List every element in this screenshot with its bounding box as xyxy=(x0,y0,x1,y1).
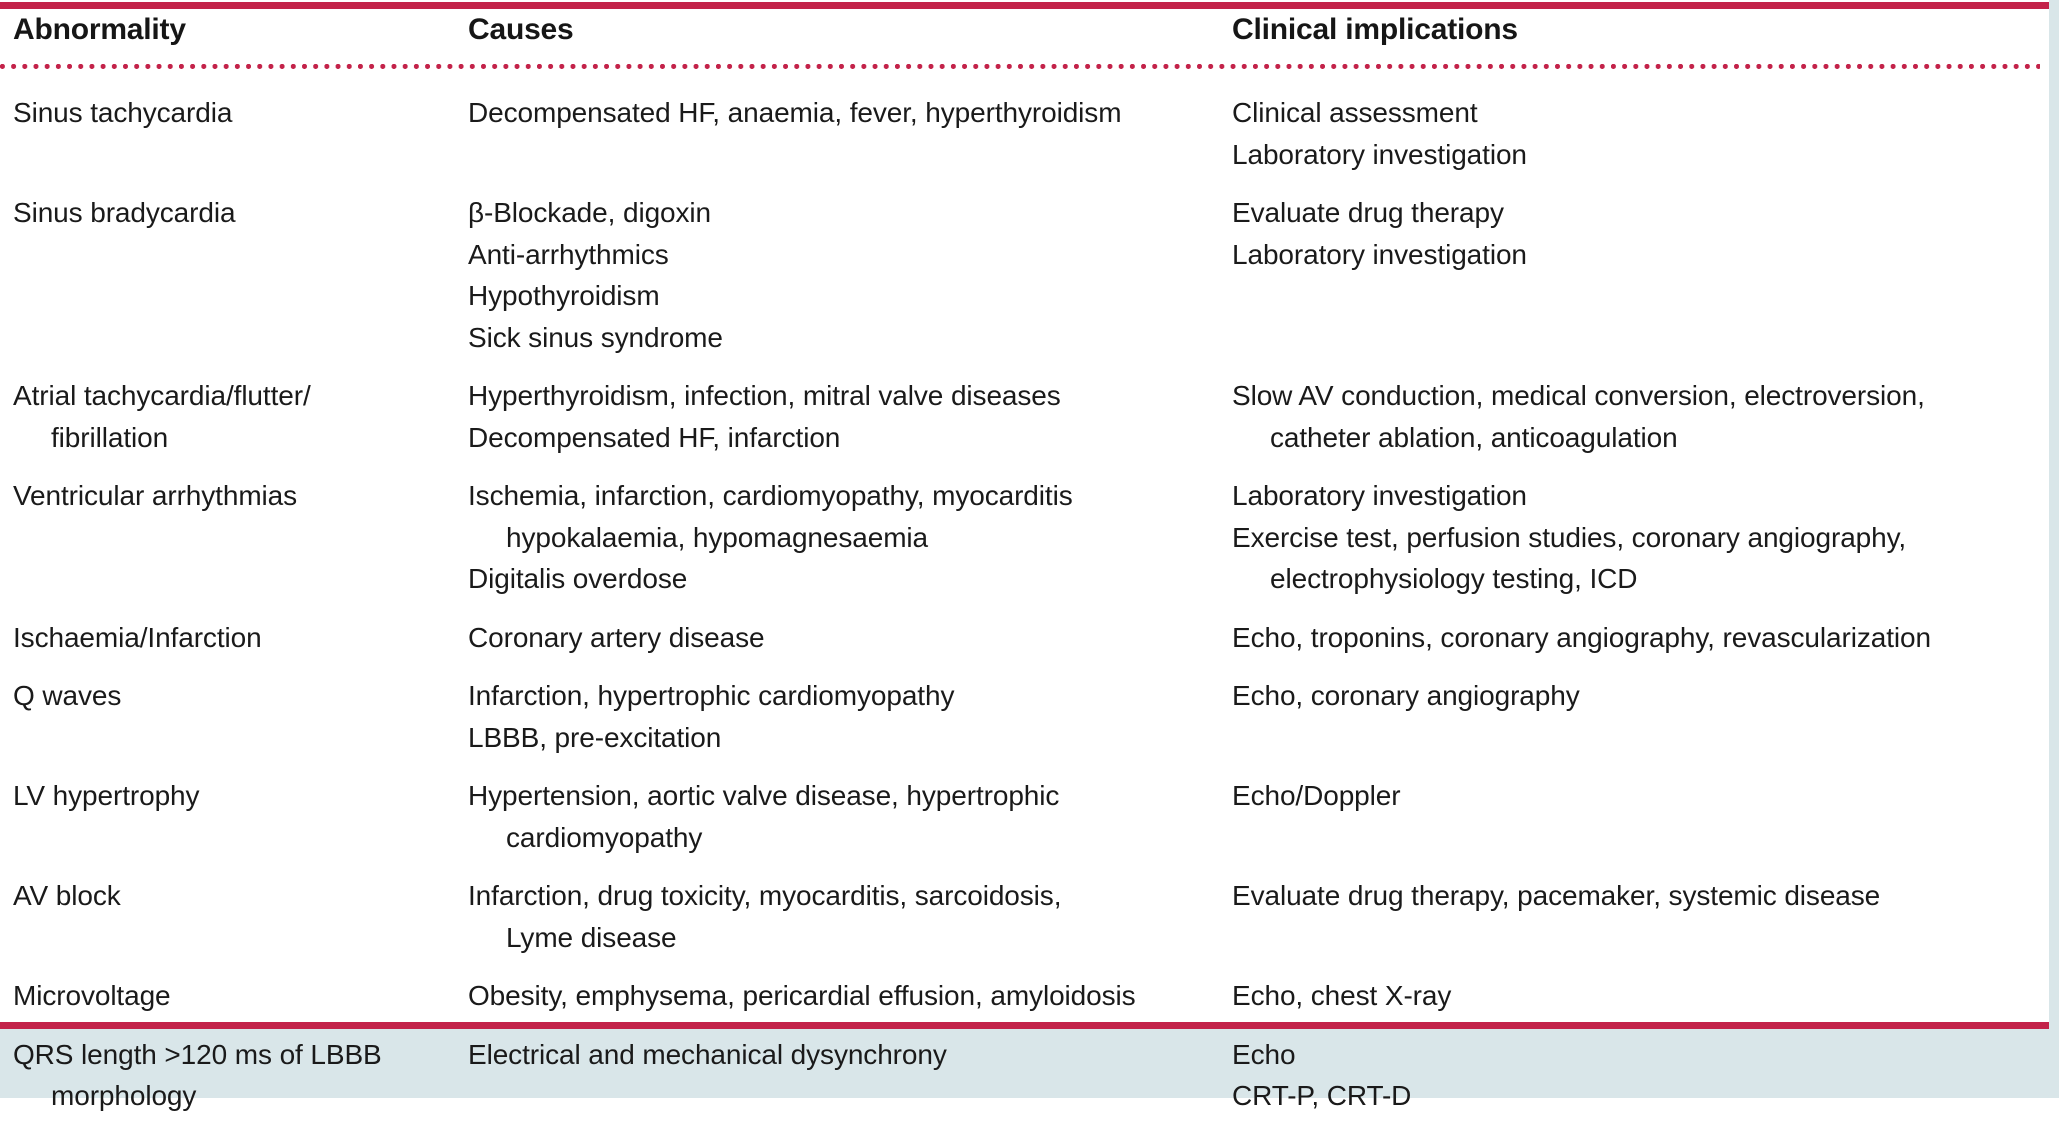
cell-text xyxy=(13,775,454,817)
cell-line: Echo, chest X-ray xyxy=(1232,980,1452,1011)
cell-abnormality xyxy=(0,975,468,1017)
cell-line: catheter ablation, anticoagulation xyxy=(1270,421,1678,453)
cell-text xyxy=(13,675,454,717)
table-row xyxy=(0,475,2049,600)
cell-text xyxy=(468,617,1218,659)
cell-implications xyxy=(1232,775,2049,817)
cell-line: Lyme disease xyxy=(506,921,677,953)
cell-line: Atrial tachycardia/flutter/ xyxy=(13,380,311,411)
cell-line: Infarction, drug toxicity, myocarditis, sarcoidosis, xyxy=(468,880,1062,911)
cell-line: β-Blockade, digoxin xyxy=(468,197,712,228)
cell-implications xyxy=(1232,475,2049,600)
cell-text xyxy=(468,92,1218,134)
table-row xyxy=(0,192,2049,358)
cell-text xyxy=(13,192,454,234)
cell-text xyxy=(13,875,454,917)
cell-abnormality xyxy=(0,192,468,234)
cell-text xyxy=(13,617,454,659)
cell-line: Echo, coronary angiography xyxy=(1232,680,1580,711)
cell-causes xyxy=(468,192,1232,358)
cell-implications xyxy=(1232,375,2049,458)
cell-causes xyxy=(468,475,1232,600)
cell-implications xyxy=(1232,875,2049,917)
cell-text xyxy=(13,1034,454,1117)
cell-abnormality xyxy=(0,617,468,659)
cell-causes xyxy=(468,617,1232,659)
column-header-abnormality: Abnormality xyxy=(13,13,186,46)
cell-line: Sinus bradycardia xyxy=(13,197,236,228)
cell-abnormality xyxy=(0,1034,468,1117)
cell-implications xyxy=(1232,92,2049,175)
table-row xyxy=(0,975,2049,1017)
cell-line: hypokalaemia, hypomagnesaemia xyxy=(506,521,929,553)
cell-implications xyxy=(1232,675,2049,717)
cell-text xyxy=(1232,1034,2035,1117)
cell-line: Echo xyxy=(1232,1038,1296,1070)
cell-causes xyxy=(468,875,1232,958)
cell-line: Echo/Doppler xyxy=(1232,780,1401,811)
cell-text xyxy=(1232,775,2035,817)
cell-line: Clinical assessment xyxy=(1232,97,1478,128)
cell-line: Ischaemia/Infarction xyxy=(13,621,262,653)
cell-line: Laboratory investigation xyxy=(1232,480,1527,511)
cell-line: Electrical and mechanical dysynchrony xyxy=(468,1038,947,1070)
table-top-rule xyxy=(0,2,2049,9)
cell-implications xyxy=(1232,1034,2049,1117)
cell-line: Slow AV conduction, medical conversion, electroversion, xyxy=(1232,380,1925,411)
cell-text xyxy=(1232,675,2035,717)
cell-line: Laboratory investigation xyxy=(1232,238,1527,270)
cell-causes xyxy=(468,375,1232,458)
cell-line: Evaluate drug therapy, pacemaker, systemic disease xyxy=(1232,880,1881,911)
cell-line: Exercise test, perfusion studies, coronary angiography, xyxy=(1232,521,1907,553)
cell-text xyxy=(1232,617,2035,659)
cell-text xyxy=(13,92,454,134)
cell-causes xyxy=(468,975,1232,1017)
table-row xyxy=(0,875,2049,958)
cell-implications xyxy=(1232,192,2049,275)
cell-causes xyxy=(468,1034,1232,1076)
cell-causes xyxy=(468,675,1232,758)
cell-line: AV block xyxy=(13,880,121,911)
table-header-row xyxy=(0,11,2049,49)
table-row xyxy=(0,375,2049,458)
cell-line: Laboratory investigation xyxy=(1232,138,1527,170)
cell-line: Sick sinus syndrome xyxy=(468,321,723,353)
cell-text xyxy=(13,475,454,517)
cell-line: Hypothyroidism xyxy=(468,280,660,311)
cell-text xyxy=(468,775,1218,858)
cell-abnormality xyxy=(0,475,468,517)
cell-implications xyxy=(1232,975,2049,1017)
table-row xyxy=(0,92,2049,175)
cell-text xyxy=(468,875,1218,958)
cell-causes xyxy=(468,92,1232,134)
table-row xyxy=(0,1034,2049,1117)
cell-line: QRS length >120 ms of LBBB xyxy=(13,1038,382,1070)
cell-line: Decompensated HF, infarction xyxy=(468,421,841,453)
cell-text xyxy=(1232,975,2035,1017)
cell-line: Evaluate drug therapy xyxy=(1232,197,1504,228)
cell-causes xyxy=(468,775,1232,858)
cell-line: electrophysiology testing, ICD xyxy=(1270,563,1638,594)
cell-text xyxy=(468,975,1218,1017)
cell-line: Hyperthyroidism, infection, mitral valve diseases xyxy=(468,380,1061,411)
cell-line: LV hypertrophy xyxy=(13,780,200,811)
cell-text xyxy=(1232,375,2035,458)
cell-line: Microvoltage xyxy=(13,980,171,1011)
cell-abnormality xyxy=(0,675,468,717)
cell-line: CRT-P, CRT-D xyxy=(1232,1080,1412,1111)
table-row xyxy=(0,675,2049,758)
cell-abnormality xyxy=(0,775,468,817)
cell-line: Coronary artery disease xyxy=(468,621,765,653)
column-header-causes: Causes xyxy=(468,13,574,46)
table-row xyxy=(0,617,2049,659)
cell-line: Digitalis overdose xyxy=(468,563,688,594)
cell-text xyxy=(1232,92,2035,175)
cell-implications xyxy=(1232,617,2049,659)
cell-line: Echo, troponins, coronary angiography, revascularization xyxy=(1232,621,1931,653)
cell-text xyxy=(13,975,454,1017)
cell-line: Ischemia, infarction, cardiomyopathy, myocarditis xyxy=(468,480,1073,511)
cell-line: Ventricular arrhythmias xyxy=(13,480,298,511)
cell-line: Obesity, emphysema, pericardial effusion, amyloidosis xyxy=(468,980,1136,1011)
table-body xyxy=(0,92,2049,1117)
cell-line: Infarction, hypertrophic cardiomyopathy xyxy=(468,680,955,711)
cell-text xyxy=(1232,475,2035,600)
cell-text xyxy=(468,1034,1218,1076)
cell-text xyxy=(1232,875,2035,917)
cell-line: fibrillation xyxy=(51,421,169,453)
cell-line: Hypertension, aortic valve disease, hypertrophic xyxy=(468,780,1060,811)
cell-abnormality xyxy=(0,875,468,917)
cell-line: Decompensated HF, anaemia, fever, hyperthyroidism xyxy=(468,97,1122,128)
cell-text xyxy=(468,475,1218,600)
header-dotted-rule xyxy=(0,64,2040,69)
cell-text xyxy=(468,675,1218,758)
cell-line: Q waves xyxy=(13,680,122,711)
cell-line: LBBB, pre-excitation xyxy=(468,721,722,753)
cell-text xyxy=(13,375,454,458)
cell-line: morphology xyxy=(51,1080,197,1111)
table-row xyxy=(0,775,2049,858)
column-header-clinical-implications: Clinical implications xyxy=(1232,13,1518,46)
cell-text xyxy=(1232,192,2035,275)
cell-line: Sinus tachycardia xyxy=(13,97,233,128)
cell-text xyxy=(468,375,1218,458)
cell-text xyxy=(468,192,1218,358)
cell-line: cardiomyopathy xyxy=(506,821,703,853)
cell-abnormality xyxy=(0,375,468,458)
cell-line: Anti-arrhythmics xyxy=(468,238,669,270)
cell-abnormality xyxy=(0,92,468,134)
